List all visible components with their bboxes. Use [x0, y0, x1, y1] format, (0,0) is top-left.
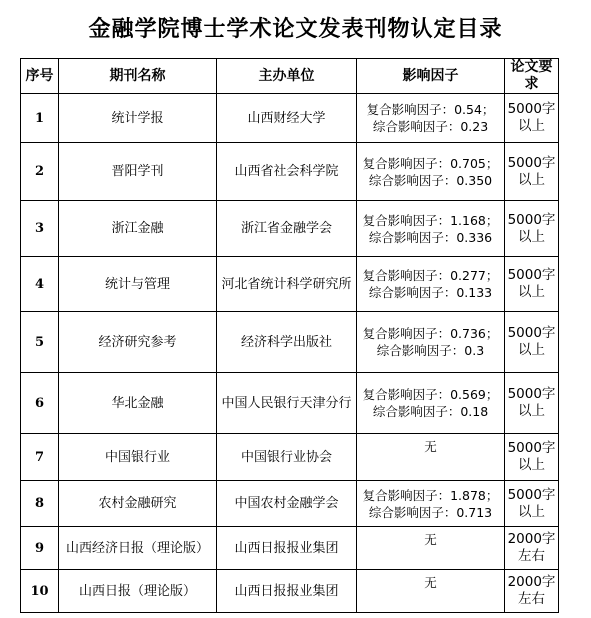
cell-journal: 中国银行业: [59, 434, 217, 481]
table-row: [21, 312, 559, 373]
cell-requirement: 5000字以上: [505, 257, 559, 312]
journal-table: [20, 58, 559, 613]
table-row: [21, 143, 559, 201]
cell-seq: 6: [21, 373, 59, 434]
impact-line: 复合影响因子：0.705；: [362, 155, 499, 171]
cell-requirement: 5000字以上: [505, 143, 559, 201]
table-row: [21, 257, 559, 312]
cell-impact: [357, 373, 505, 434]
cell-organizer: 经济科学出版社: [217, 312, 357, 373]
impact-line: 复合影响因子：0.736；: [362, 326, 499, 341]
cell-organizer: 山西日报报业集团: [217, 527, 357, 570]
cell-journal: 华北金融: [59, 373, 217, 434]
cell-organizer: 山西日报报业集团: [217, 570, 357, 613]
cell-journal: 经济研究参考: [59, 312, 217, 373]
cell-seq: 7: [21, 434, 59, 481]
cell-seq: 4: [21, 257, 59, 312]
cell-organizer: 中国农村金融学会: [217, 481, 357, 527]
cell-requirement: 5000字以上: [505, 312, 559, 373]
impact-line: 综合影响因子：0.350: [368, 172, 493, 188]
table-row: [21, 570, 559, 613]
cell-impact: [357, 143, 505, 201]
cell-journal: 山西日报（理论版）: [59, 570, 217, 613]
cell-impact: [357, 94, 505, 143]
cell-journal: 晋阳学刊: [59, 143, 217, 201]
impact-line: 复合影响因子：0.277；: [362, 268, 499, 283]
table-row: [21, 434, 559, 481]
impact-line: 复合影响因子：0.54；: [366, 102, 495, 117]
cell-requirement: 5000字以上: [505, 201, 559, 257]
impact-line: 综合影响因子：0.18: [372, 404, 489, 419]
cell-requirement: 5000字以上: [505, 373, 559, 434]
cell-seq: 1: [21, 94, 59, 143]
cell-requirement: 2000字左右: [505, 527, 559, 570]
cell-requirement: 5000字以上: [505, 94, 559, 143]
header-requirement: 论文要求: [505, 59, 559, 94]
cell-impact: [357, 434, 505, 481]
impact-line: 综合影响因子：0.133: [368, 285, 493, 300]
cell-seq: 2: [21, 143, 59, 201]
impact-line: 综合影响因子：0.3: [376, 343, 485, 358]
cell-organizer: 河北省统计科学研究所: [217, 257, 357, 312]
cell-organizer: 山西财经大学: [217, 94, 357, 143]
table-row: [21, 373, 559, 434]
cell-requirement: 2000字左右: [505, 570, 559, 613]
cell-impact: [357, 527, 505, 570]
cell-journal: 统计与管理: [59, 257, 217, 312]
impact-line: 复合影响因子：1.168；: [362, 212, 499, 228]
header-impact: 影响因子: [357, 59, 505, 94]
cell-requirement: 5000字以上: [505, 434, 559, 481]
impact-line: 复合影响因子：0.569；: [362, 387, 499, 402]
cell-seq: 9: [21, 527, 59, 570]
impact-line: 综合影响因子：0.713: [368, 504, 493, 520]
impact-line: 复合影响因子：1.878；: [362, 487, 499, 503]
cell-requirement: 5000字以上: [505, 481, 559, 527]
table-row: [21, 201, 559, 257]
cell-impact: [357, 312, 505, 373]
header-organizer: 主办单位: [217, 59, 357, 94]
cell-impact: [357, 481, 505, 527]
cell-impact: [357, 570, 505, 613]
cell-journal: 浙江金融: [59, 201, 217, 257]
cell-organizer: 中国人民银行天津分行: [217, 373, 357, 434]
table-row: [21, 94, 559, 143]
cell-seq: 5: [21, 312, 59, 373]
cell-organizer: 中国银行业协会: [217, 434, 357, 481]
header-seq: 序号: [21, 59, 59, 94]
impact-line: 无: [424, 439, 437, 454]
cell-journal: 农村金融研究: [59, 481, 217, 527]
table-body: [21, 94, 559, 613]
impact-line: 综合影响因子：0.336: [368, 229, 493, 245]
cell-journal: 统计学报: [59, 94, 217, 143]
cell-seq: 8: [21, 481, 59, 527]
impact-line: 综合影响因子：0.23: [372, 119, 489, 134]
impact-line: 无: [424, 532, 437, 547]
header-journal: 期刊名称: [59, 59, 217, 94]
cell-journal: 山西经济日报（理论版）: [59, 527, 217, 570]
table-header-row: [21, 59, 559, 94]
cell-organizer: 山西省社会科学院: [217, 143, 357, 201]
table-row: [21, 481, 559, 527]
cell-seq: 3: [21, 201, 59, 257]
cell-impact: [357, 257, 505, 312]
cell-seq: 10: [21, 570, 59, 613]
page-title: 金融学院博士学术论文发表刊物认定目录: [88, 16, 503, 42]
table-row: [21, 527, 559, 570]
cell-impact: [357, 201, 505, 257]
impact-line: 无: [424, 575, 437, 590]
cell-organizer: 浙江省金融学会: [217, 201, 357, 257]
